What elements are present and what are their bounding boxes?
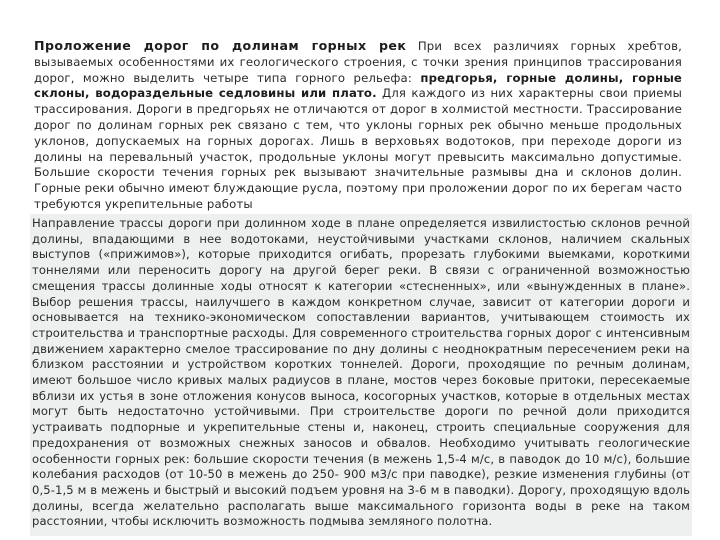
- relief-types-highlight: предгорья, горные долины, горные склоны, водораздельные седловины или плато.: [34, 70, 682, 101]
- section-heading: Проложение дорог по долинам горных рек: [34, 38, 407, 53]
- intro-text: При всех различиях горных хребтов, вызываемых особенностями их геологического строения, с точки зрения принципов трассирования дорог, можно выделить четыре типа горного рельефа:: [34, 39, 683, 85]
- route-direction-paragraph: Направление трассы дороги при долинном ходе в плане определяется извилистостью склонов речной долины, впадающими в нее водотоками, неустойчивыми участками склонов, наличием скальных выступов («прижимов»), которые приходится огибать, прорезать глубокими выемками, короткими тоннелями или переносить дорогу на другой берег реки. В связи с ограниченной возможностью смещения трассы долинные ходы относят к категории «стесненных», или «вынужденных в плане». Выбор решения трассы, наилучшего в каждом конкретном случае, зависит от категории дороги и основывается на технико-экономическом сопоставлении вариантов, учитывающем стоимость их строительства и транспортные расходы. Для современного строительства горных дорог с интенсивным движением характерно смелое трассирование по дну долины с неоднократным пересечением реки на близком расстоянии и устройством коротких тоннелей. Дороги, проходящие по речным долинам, имеют большое число кривых малых радиусов в плане, мостов через боковые притоки, пересекаемые вблизи их устья в зоне отложения конусов выноса, косогорных участков, которые в отдельных местах могут быть недостаточно устойчивыми. При строительстве дороги по речной доли приходится устраивать подпорные и укрепительные стены и, наконец, строить специальные сооружения для предохранения от возможных снежных заносов и обвалов. Необходимо учитывать геологические особенности горных рек: большие скорости течения (в межень 1,5-4 м/с, в паводок до 10 м/с), большие колебания расходов (от 10-50 в межень до 250- 900 м3/с при паводке), резкие изменения глубины (от 0,5-1,5 м в межень и быстрый и высокий подъем уровня на 3-6 м в паводки). Дорогу, проходящую вдоль долины, всегда желательно располагать выше максимального горизонта воды в реке на таком расстоянии, чтобы исключить возможность подмыва земляного полотна.: [32, 216, 690, 529]
- section-route-direction: [30, 214, 692, 536]
- section-body-text: Для каждого из них характерны свои приемы трассирования. Дороги в предгорьях не отличаются от дорог в холмистой местности. Трассирование дорог по долинам горных рек связано с тем, что уклоны горных рек обычно меньше продольных уклонов, допускаемых на горных дорогах. Лишь в верховьях водотоков, при переходе дороги из долины на перевальный участок, продольные уклоны могут превысить максимально допустимые. Большие скорости течения горных рек вызывают значительные размывы дна и склонов долин. Горные реки обычно имеют блуждающие русла, поэтому при проложении дорог по их берегам часто требуются укрепительные работы: [34, 86, 682, 211]
- section-mountain-river-roads: [34, 38, 682, 213]
